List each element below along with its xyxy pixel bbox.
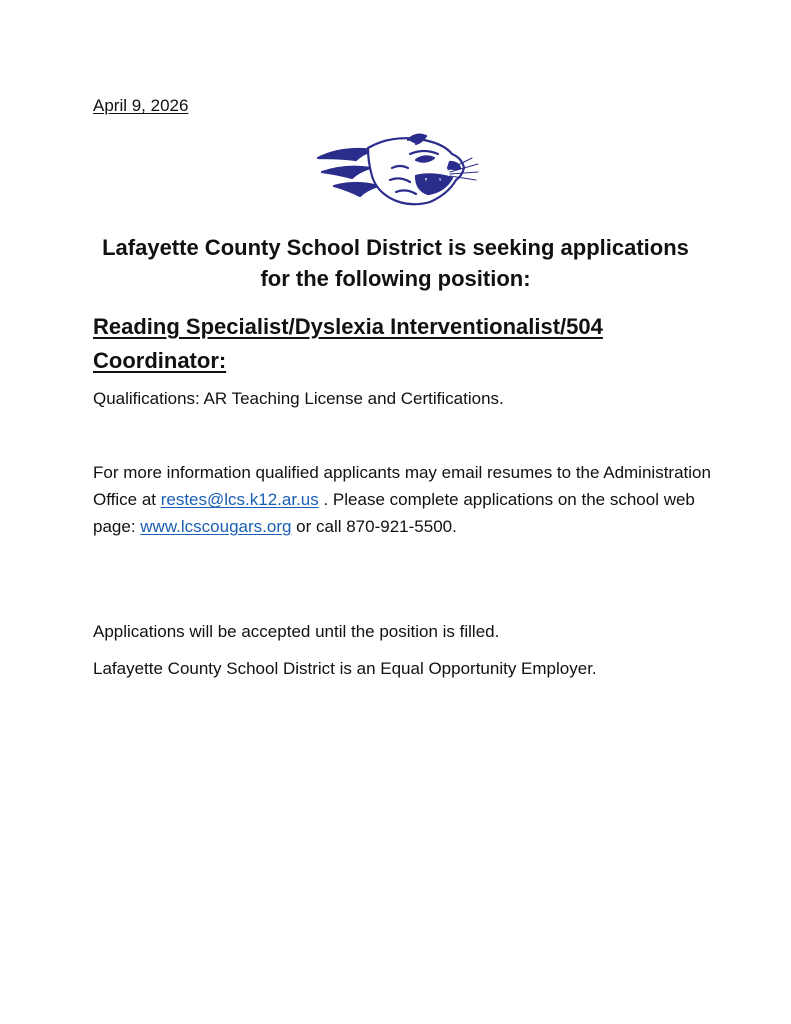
- posting-date: April 9, 2026: [93, 96, 189, 115]
- heading-line-1: Lafayette County School District is seeking applications: [102, 235, 689, 260]
- cougar-head-logo-icon: [312, 128, 480, 210]
- contact-info-paragraph: [93, 459, 713, 540]
- contact-text-part-2: . Please complete applications on the school web page:: [93, 490, 695, 536]
- equal-opportunity-text: Lafayette County School District is an Equal Opportunity Employer.: [93, 659, 597, 678]
- website-link[interactable]: www.lcscougars.org: [140, 517, 292, 536]
- contact-text-part-3: or call 870-921-5500.: [291, 517, 457, 536]
- qualifications-text: Qualifications: AR Teaching License and Certifications.: [93, 389, 504, 408]
- applications-accepted-text: Applications will be accepted until the position is filled.: [93, 622, 500, 641]
- heading-line-2: for the following position:: [260, 266, 531, 291]
- contact-text-part-1: For more information qualified applicants may email resumes to the Administration Office at: [93, 463, 711, 509]
- email-link[interactable]: restes@lcs.k12.ar.us: [160, 490, 319, 509]
- position-title: Reading Specialist/Dyslexia Interventionalist/504 Coordinator:: [93, 314, 603, 373]
- page-heading: [60, 232, 731, 294]
